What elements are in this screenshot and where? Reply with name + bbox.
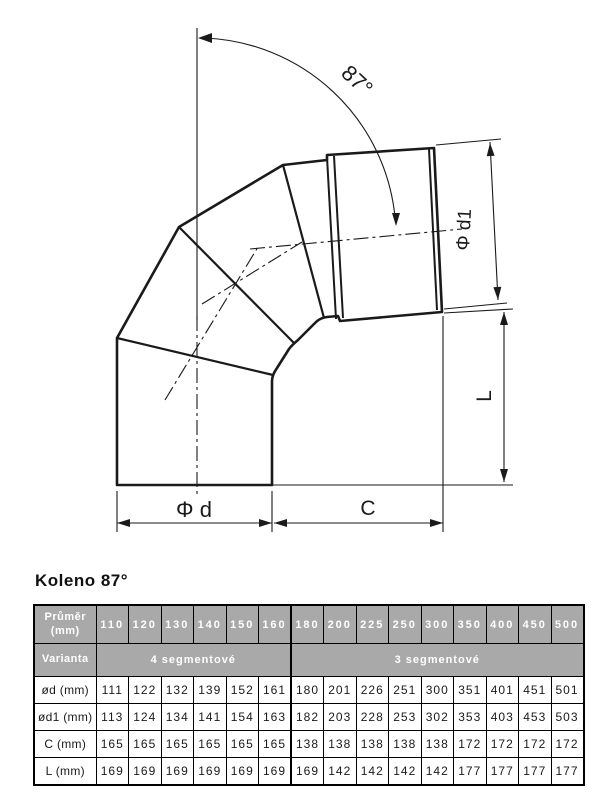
value-cell: 177 xyxy=(519,758,552,786)
value-cell: 172 xyxy=(486,731,519,758)
value-cell: 353 xyxy=(454,704,487,731)
value-cell: 169 xyxy=(291,758,324,786)
joint-line-2 xyxy=(179,227,294,343)
table-row xyxy=(34,704,584,731)
value-cell: 451 xyxy=(519,677,552,704)
table-row xyxy=(34,731,584,758)
value-cell: 152 xyxy=(226,677,259,704)
variant-header-label: Varianta xyxy=(34,644,96,677)
variant-cell: 3 segmentové xyxy=(291,644,584,677)
diameter-header-cell: 300 xyxy=(421,605,454,644)
value-cell: 201 xyxy=(324,677,357,704)
value-cell: 138 xyxy=(389,731,422,758)
row-label: ød (mm) xyxy=(34,677,96,704)
value-cell: 124 xyxy=(129,704,162,731)
value-cell: 169 xyxy=(161,758,194,786)
value-cell: 177 xyxy=(551,758,584,786)
diameter-header-cell: 250 xyxy=(389,605,422,644)
angle-arc xyxy=(204,38,395,217)
diameter-header-cell: 200 xyxy=(324,605,357,644)
value-cell: 142 xyxy=(324,758,357,786)
diameter-header-cell: 120 xyxy=(129,605,162,644)
diameter-header-cell: 140 xyxy=(194,605,227,644)
value-cell: 300 xyxy=(421,677,454,704)
value-cell: 169 xyxy=(194,758,227,786)
d1-extension-top xyxy=(436,139,501,145)
value-cell: 165 xyxy=(226,731,259,758)
l-extension-top xyxy=(444,309,513,313)
diameter-header-cell: 180 xyxy=(291,605,324,644)
value-cell: 134 xyxy=(161,704,194,731)
segment3-axis xyxy=(202,242,302,304)
table-row xyxy=(34,758,584,786)
arc-arrow-down xyxy=(392,213,400,226)
diameter-header-cell: 160 xyxy=(259,605,292,644)
value-cell: 139 xyxy=(194,677,227,704)
dimension-lines xyxy=(117,28,513,532)
value-cell: 403 xyxy=(486,704,519,731)
arc-arrow-left xyxy=(198,33,212,43)
value-cell: 169 xyxy=(226,758,259,786)
center-lines xyxy=(165,229,462,497)
value-cell: 503 xyxy=(551,704,584,731)
value-cell: 169 xyxy=(129,758,162,786)
value-cell: 453 xyxy=(519,704,552,731)
outlet-axis xyxy=(250,229,462,249)
segment2-axis xyxy=(165,247,258,400)
value-cell: 165 xyxy=(259,731,292,758)
value-cell: 165 xyxy=(96,731,129,758)
value-cell: 172 xyxy=(454,731,487,758)
length-c-label: C xyxy=(360,497,376,520)
c-arrow-left xyxy=(274,519,287,527)
value-cell: 142 xyxy=(356,758,389,786)
value-cell: 142 xyxy=(389,758,422,786)
outlet-diameter-label: Φ d1 xyxy=(452,208,477,252)
value-cell: 351 xyxy=(454,677,487,704)
value-cell: 172 xyxy=(519,731,552,758)
value-cell: 177 xyxy=(454,758,487,786)
value-cell: 226 xyxy=(356,677,389,704)
value-cell: 401 xyxy=(486,677,519,704)
diameter-header-cell: 400 xyxy=(486,605,519,644)
value-cell: 165 xyxy=(194,731,227,758)
value-cell: 302 xyxy=(421,704,454,731)
value-cell: 138 xyxy=(324,731,357,758)
value-cell: 154 xyxy=(226,704,259,731)
value-cell: 165 xyxy=(129,731,162,758)
value-cell: 132 xyxy=(161,677,194,704)
variant-cell: 4 segmentové xyxy=(96,644,291,677)
value-cell: 228 xyxy=(356,704,389,731)
value-cell: 122 xyxy=(129,677,162,704)
value-cell: 165 xyxy=(161,731,194,758)
value-cell: 180 xyxy=(291,677,324,704)
value-cell: 253 xyxy=(389,704,422,731)
value-cell: 142 xyxy=(421,758,454,786)
value-cell: 169 xyxy=(259,758,292,786)
value-cell: 172 xyxy=(551,731,584,758)
value-cell: 182 xyxy=(291,704,324,731)
value-cell: 138 xyxy=(291,731,324,758)
value-cell: 177 xyxy=(486,758,519,786)
phid-arrow-right xyxy=(259,519,272,527)
diameter-header-cell: 110 xyxy=(96,605,129,644)
l-arrow-bottom xyxy=(500,469,508,482)
c-arrow-right xyxy=(430,519,443,527)
phid-arrow-left xyxy=(117,519,130,527)
value-cell: 203 xyxy=(324,704,357,731)
diameter-header-cell: 225 xyxy=(356,605,389,644)
elbow-body xyxy=(117,148,442,485)
value-cell: 501 xyxy=(551,677,584,704)
row-label: ød1 (mm) xyxy=(34,704,96,731)
value-cell: 251 xyxy=(389,677,422,704)
diameter-header-cell: 500 xyxy=(551,605,584,644)
size-table xyxy=(33,604,585,786)
joint-line-1 xyxy=(117,338,273,375)
diameter-header-cell: 130 xyxy=(161,605,194,644)
length-l-label: L xyxy=(473,390,496,402)
row-label: L (mm) xyxy=(34,758,96,786)
table-row xyxy=(34,677,584,704)
angle-dimension-label: 87° xyxy=(336,60,378,102)
d1-arrow-top xyxy=(487,143,495,156)
page-title: Koleno 87° xyxy=(35,571,129,590)
diameter-header-cell: 150 xyxy=(226,605,259,644)
inlet-diameter-label: Φ d xyxy=(176,497,212,522)
d1-extension-bottom xyxy=(444,303,507,309)
value-cell: 111 xyxy=(96,677,129,704)
row-label: C (mm) xyxy=(34,731,96,758)
value-cell: 138 xyxy=(421,731,454,758)
diameter-header-row xyxy=(34,605,584,644)
value-cell: 113 xyxy=(96,704,129,731)
dimension-arrows xyxy=(117,33,508,527)
joint-line-3 xyxy=(283,165,324,318)
table-body xyxy=(34,605,584,785)
value-cell: 161 xyxy=(259,677,292,704)
value-cell: 141 xyxy=(194,704,227,731)
value-cell: 163 xyxy=(259,704,292,731)
diameter-header-cell: 350 xyxy=(454,605,487,644)
value-cell: 169 xyxy=(96,758,129,786)
l-arrow-top xyxy=(500,312,508,325)
variant-row xyxy=(34,644,584,677)
d1-arrow-bottom xyxy=(493,287,501,300)
diameter-header-label: Průměr (mm) xyxy=(34,605,96,644)
elbow-outline xyxy=(117,148,442,485)
value-cell: 138 xyxy=(356,731,389,758)
d1-dimension-line xyxy=(490,142,498,300)
diameter-header-cell: 450 xyxy=(519,605,552,644)
